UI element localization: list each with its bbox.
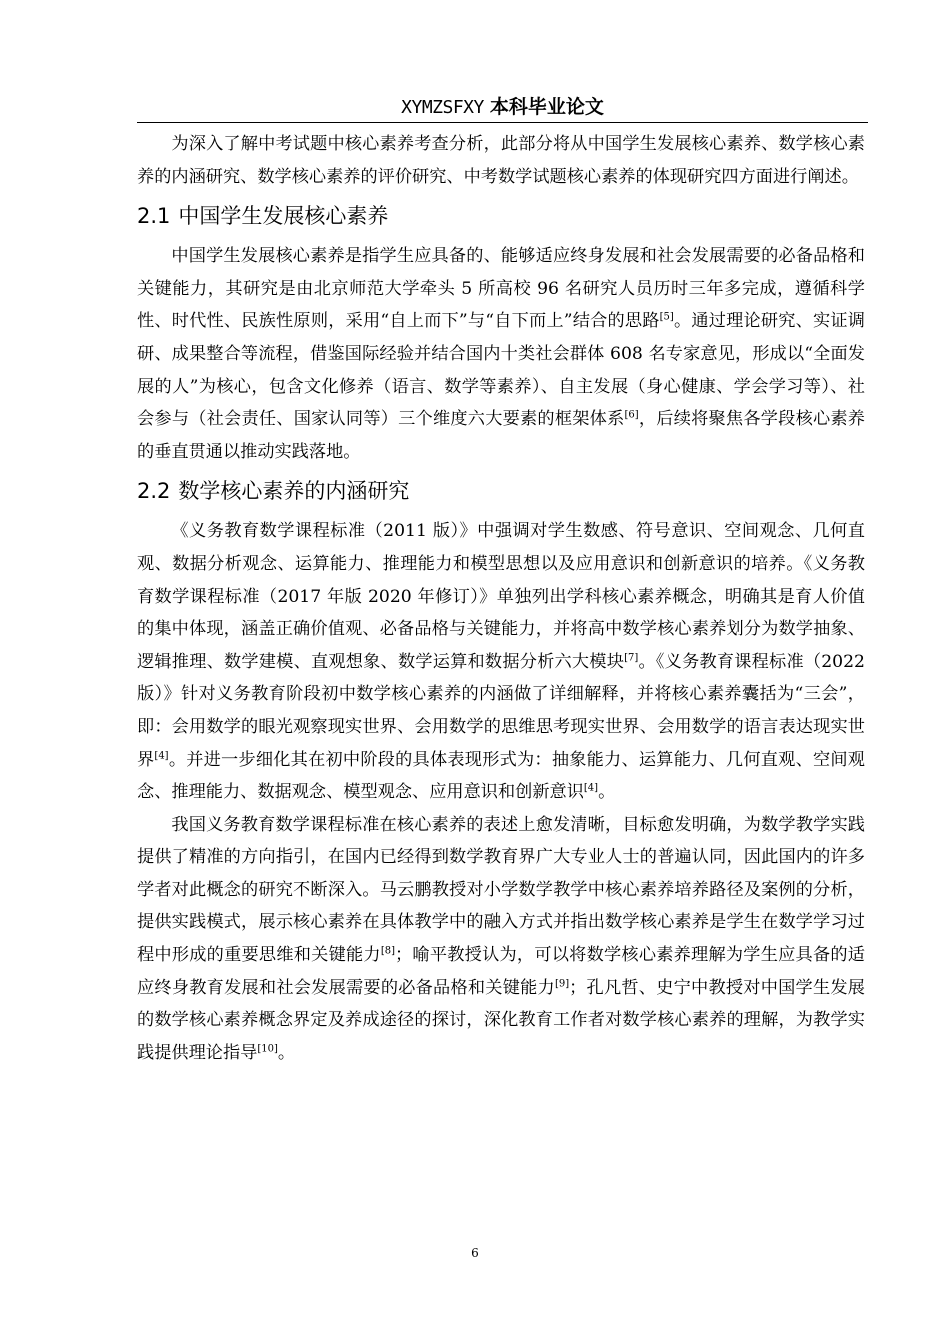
text-run: 我国义务教育数学课程标准在核心素养的表述上愈发清晰，目标愈发明确，为数学教学实践提供了精准的方向指引，在国内已经得到数学教育界广大专业人士的普遍认同，因此国内的许多学者对此概念的研究不断深入。马云鹏教授对小学数学教学中核心素养培养路径及案例的分析，提供实践模式，展示核心素养在具体教学中的融入方式并指出数学核心素养是学生在数学学习过程中形成的重要思维和关键能力 xyxy=(137,814,865,966)
text-run: ；喻平教授认为，可以将数学核心素养理解为学生应具备的适应终身教育发展和社会发展需要的必备品格和关键能力 xyxy=(137,945,865,998)
citation-ref: [8] xyxy=(380,945,395,957)
page-body xyxy=(137,128,865,1069)
section-title: 中国学生发展核心素养 xyxy=(178,204,389,229)
citation-ref: [4] xyxy=(583,782,599,794)
text-run: 。《义务教育课程标准（2022 版）》针对义务教育阶段初中数学核心素养的内涵做了详细解释，并将核心素养囊括为“三会”，即：会用数学的眼光观察现实世界、会用数学的思维思考现实世界、会用数学的语言表达现实世界 xyxy=(137,651,865,770)
section-heading-2-2 xyxy=(137,473,865,509)
section-number: 2.2 xyxy=(137,479,171,504)
page-number: 6 xyxy=(471,1246,479,1260)
text-run: 。 xyxy=(598,782,616,803)
section-heading-2-1 xyxy=(137,198,865,234)
section-number: 2.1 xyxy=(137,204,171,229)
text-run: 《义务教育数学课程标准（2011 版）》中强调对学生数感、符号意识、空间观念、几何直观、数据分析观念、运算能力、推理能力和模型思想以及应用意识和创新意识的培养。《义务教育数学课程标准（2017 年版 2020 年修订）》单独列出学科核心素养概念，明确其是育人价值的集中体现，涵盖正确价值观、必备品格与关键能力，并将高中数学核心素养划分为数学抽象、逻辑推理、数学建模、直观想象、数学运算和数据分析六大模块 xyxy=(137,521,865,672)
citation-ref: [7] xyxy=(624,651,639,663)
page-header xyxy=(137,95,868,123)
citation-ref: [5] xyxy=(659,311,674,323)
citation-ref: [4] xyxy=(154,749,169,761)
paragraph-2-2-1 xyxy=(137,515,865,808)
header-code: XYMZSFXY xyxy=(401,97,484,118)
text-run: 。并进一步细化其在初中阶段的具体表现形式为：抽象能力、运算能力、几何直观、空间观念、推理能力、数据观念、模型观念、应用意识和创新意识 xyxy=(137,749,865,803)
citation-ref: [10] xyxy=(257,1043,278,1055)
paragraph-2-1-1 xyxy=(137,240,865,468)
text-run: ；孔凡哲、史宁中教授对中国学生发展的数学核心素养概念界定及养成途径的探讨，深化教育工作者对数学核心素养的理解，为教学实践提供理论指导 xyxy=(137,977,865,1063)
text-run: 。通过理论研究、实证调研、成果整合等流程，借鉴国际经验并结合国内十类社会群体 608 名专家意见，形成以“全面发展的人”为核心，包含文化修养（语言、数学等素养）、自主发展（身心健康、学会学习等）、社会参与（社会责任、国家认同等）三个维度六大要素的框架体系 xyxy=(137,311,865,430)
text-run: 中国学生发展核心素养是指学生应具备的、能够适应终身发展和社会发展需要的必备品格和关键能力，其研究是由北京师范大学牵头 5 所高校 96 名研究人员历时三年多完成，遵循科学性、时代性、民族性原则，采用“自上而下”与“自下而上”结合的思路 xyxy=(137,246,865,332)
text-run: ，后续将聚焦各学段核心素养的垂直贯通以推动实践落地。 xyxy=(137,409,865,462)
intro-paragraph: 为深入了解中考试题中核心素养考查分析，此部分将从中国学生发展核心素养、数学核心素养的内涵研究、数学核心素养的评价研究、中考数学试题核心素养的体现研究四方面进行阐述。 xyxy=(137,134,865,187)
section-title: 数学核心素养的内涵研究 xyxy=(178,479,410,504)
citation-ref: [6] xyxy=(624,409,639,421)
header-title: 本科毕业论文 xyxy=(489,96,604,118)
citation-ref: [9] xyxy=(554,977,570,989)
paragraph-2-2-2 xyxy=(137,809,865,1070)
text-run: 。 xyxy=(277,1042,296,1063)
